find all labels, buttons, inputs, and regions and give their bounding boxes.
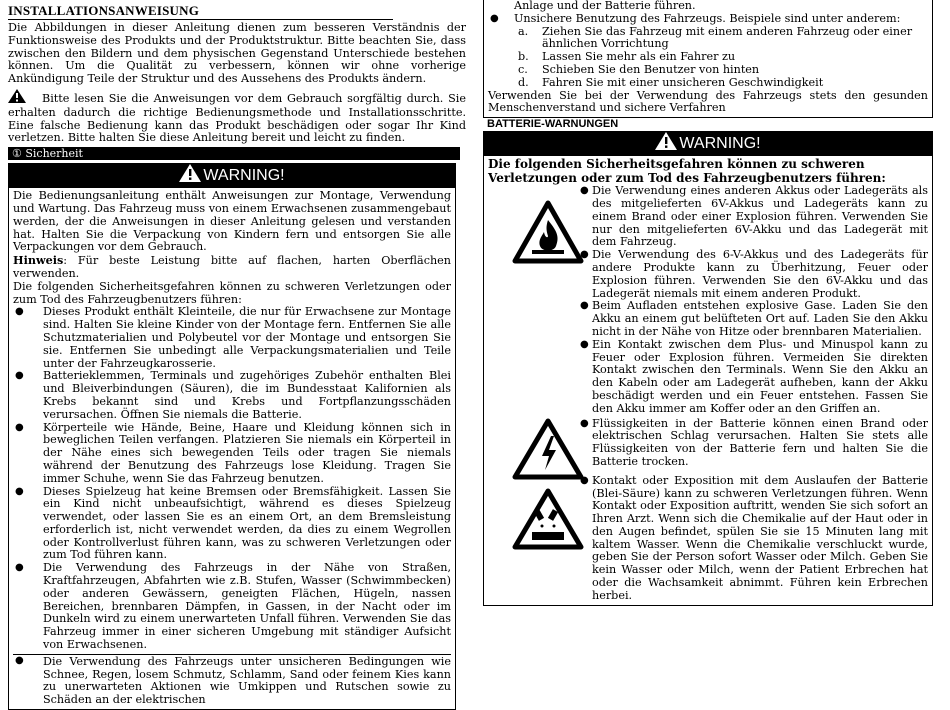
intro-text-2: Bitte lesen Sie die Anweisungen vor dem Gebrauch sorgfältig durch. Sie erhalten dadurch die richtige Bedienungsmethode und Installationsschritte. Eine falsche Bedienung kann das Produkt beschädigen oder sogar Ihr Kind verletzen. Bitte halten Sie diese Anleitung bereit und leicht zu finden.: [8, 91, 466, 145]
item-letter: b.: [518, 50, 529, 64]
item-text: Ziehen Sie das Fahrzeug mit einem anderen Fahrzeug oder einer ähnlichen Vorrichtung: [542, 24, 913, 51]
item-letter: a.: [518, 24, 529, 38]
right-column: [483, 0, 933, 606]
instructions-text: Die Bedienungsanleitung enthält Anweisungen zur Montage, Verwendung und Wartung. Das Fahrzeug muss von einem Erwachsenen zusammengebaut werden, der die Anweisungen in dieser Anleitung gelesen und verstanden hat. Halten Sie die Verpackung von Kindern fern und entsorgen Sie alle Verpackungen vor dem Gebrauch.: [13, 189, 451, 254]
list-item: ● Dieses Spielzeug hat keine Bremsen oder Bremsfähigkeit. Lassen Sie ein Kind nicht unbeaufsichtigt, während es dieses Spielzeug verwendet, oder lassen Sie es an einem Ort, an dem Bremsleistung erforderlich ist, nicht verwendet werden, da dies zu einem Wegrollen oder Kontrollverlust führen kann, was zu schweren Verletzungen oder zum Tod führen kann.: [13, 486, 451, 563]
warning-label: WARNING!: [679, 135, 761, 153]
warning-box: [8, 163, 456, 710]
list-item: ● Batterieklemmen, Terminals und zugehöriges Zubehör enthalten Blei und Bleiverbindungen (Säuren), die im Bundesstaat Kalifornien als Krebs bekannt sind und Krebs und Fortpflanzungsschäden verursachen. Öffnen Sie niemals die Batterie.: [13, 370, 451, 421]
intro-paragraph: Die Abbildungen in dieser Anleitung dienen zum besseren Verständnis der Funktionsweise des Produkts und der Produktstruktur. Bitte beachten Sie, dass zwischen den Bildern und dem physischen Gegenstand Unterschiede bestehen können. Um die Qualität zu verbessern, können wir ohne vorherige Ankündigung Teile der Struktur und des Aussehens des Produkts ändern.: [8, 21, 466, 86]
list-item: ● Kontakt oder Exposition mit dem Auslaufen der Batterie (Blei-Säure) kann zu schweren Verletzungen führen. Wenn Kontakt oder Exposition auftritt, wenden Sie sich sofort an Ihren Arzt. Wenn sich die Chemikalie auf der Haut oder in den Augen befindet, spülen Sie sie 15 Minuten lang mit kaltem Wasser. Wenn die Chemikalie verschluckt wurde, geben Sie der Person sofort Wasser oder Milch. Geben Sie kein Wasser oder Milch, wenn der Patient Erbrechen hat oder die Wachsamkeit abnimmt. Führen kein Erbrechen herbei.: [488, 475, 928, 603]
list-item: ● Die Verwendung des 6-V-Akkus und des Ladegeräts für andere Produkte kann zu Überhitzung, Feuer oder Explosion führen. Verwenden Sie den 6V-Akku und das Ladegerät niemals mit einem anderen Produkt.: [488, 249, 928, 300]
list-item: ● Dieses Produkt enthält Kleinteile, die nur für Erwachsene zur Montage sind. Halten Sie kleine Kinder von der Montage fern. Entfernen Sie alle Schutzmaterialien und Polybeutel vor der Montage und entsorgen Sie sie. Entfernen Sie unbedingt alle Verpackungsmaterialien und Teile unter der Fahrzeugkarosserie.: [13, 306, 451, 370]
continued-line: Anlage und der Batterie führen.: [514, 0, 696, 12]
battery-warning-box: [483, 131, 933, 606]
item-text: Fahren Sie mit einer unsicheren Geschwindigkeit: [542, 75, 824, 89]
item-letter: c.: [518, 62, 528, 76]
list-item: ● Körperteile wie Hände, Beine, Haare und Kleidung können sich in beweglichen Teilen verfangen. Platzieren Sie niemals ein Körperteil in der Nähe eines sich bewegenden Teils oder tragen Sie niemals während der Benutzung des Fahrzeugs lose Kleidung. Tragen Sie immer Schuhe, wenn Sie das Fahrzeug benutzen.: [13, 422, 451, 486]
list-item: [488, 64, 928, 77]
common-sense-text: Verwenden Sie bei der Verwendung des Fahrzeugs stets den gesunden Menschenverstand und sichere Verfahren: [488, 88, 928, 115]
page-title: INSTALLATIONSANWEISUNG: [8, 3, 393, 20]
hint-body: : Für beste Leistung bitte auf flachen, harten Oberflächen verwenden.: [13, 254, 451, 280]
list-item: ● Die Verwendung des Fahrzeugs unter unsicheren Bedingungen wie Schnee, Regen, losem Schmutz, Schlamm, Sand oder feinem Kies kann zu unerwarteten Aktionen wie Umkippen und Rutschen sowie zu Schäden an der elektrischen: [13, 654, 451, 707]
item-letter: d.: [518, 75, 529, 89]
unsafe-examples: [488, 26, 928, 90]
warning-triangle-icon: [179, 164, 201, 190]
list-item: ● Die Verwendung eines anderen Akkus oder Ladegeräts als des mitgelieferten 6V-Akkus und Ladegeräts kann zu einem Brand oder einer Explosion führen. Verwenden Sie nur den mitgelieferten 6V-Akku und das Ladegerät mit dem Fahrzeug.: [488, 185, 928, 249]
list-item: [488, 77, 928, 90]
section-header-safety: ① Sicherheit: [8, 147, 460, 160]
intro-paragraph-2: [8, 89, 466, 145]
unsafe-use-list: [488, 13, 928, 26]
list-item: ● Flüssigkeiten in der Batterie können einen Brand oder elektrischen Schlag verursachen. Halten Sie stets alle Flüssigkeiten von der Batterie fern und halten Sie die Batterie trocken.: [488, 418, 928, 469]
warning-triangle-icon: [8, 89, 42, 107]
list-item: [488, 26, 928, 52]
hint-label: Hinweis: [13, 253, 64, 268]
danger-intro: Die folgenden Sicherheitsgefahren können zu schweren Verletzungen oder zum Tod des Fahrzeugbenutzers führen:: [488, 157, 886, 185]
warning-triangle-icon: [655, 132, 677, 158]
warning-label: WARNING!: [203, 167, 285, 185]
list-item: ● Unsichere Benutzung des Fahrzeugs. Beispiele sind unter anderem:: [488, 13, 928, 26]
danger-intro: Die folgenden Sicherheitsgefahren können zu schweren Verletzungen oder zum Tod des Fahrzeugbenutzers führen:: [13, 279, 451, 306]
fire-hazard-icon: [512, 200, 584, 268]
electric-hazard-icon: [512, 418, 584, 484]
warning-banner: [9, 164, 455, 188]
list-item: ● Ein Kontakt zwischen dem Plus- und Minuspol kann zu Feuer oder Explosion führen. Vermeiden Sie direkten Kontakt zwischen den Terminals. Wenn Sie den Akku an den Kabeln oder am Ladegerät aufheben, kann der Akku beschädigt werden und ein Feuer entstehen. Fassen Sie den Akku immer am Koffer oder an den Griffen an.: [488, 339, 928, 416]
hint-text: [13, 254, 451, 281]
safety-bullet-list: [13, 306, 451, 707]
item-text: Schieben Sie den Benutzer von hinten: [542, 62, 760, 76]
list-item: ● Beim Aufladen entstehen explosive Gase. Laden Sie den Akku an einem gut belüfteten Ort auf. Laden Sie den Akku nicht in der Nähe von Hitze oder brennbaren Materialien.: [488, 300, 928, 338]
warning-banner: [484, 132, 932, 156]
list-item: ● Die Verwendung des Fahrzeugs in der Nähe von Straßen, Kraftfahrzeugen, Abfahrten wie z.B. Stufen, Wasser (Schwimmbecken) oder anderen Gewässern, geneigten Flächen, Hügeln, nassen Bereichen, brennbaren Dämpfen, in Gassen, in der Nacht oder im Dunkeln wird zu einem unerwarteten Unfall führen. Verwenden Sie das Fahrzeug immer in einer sicheren Umgebung mit ständiger Aufsicht von Erwachsenen.: [13, 562, 451, 652]
battery-heading: BATTERIE-WARNUNGEN: [487, 118, 619, 131]
corrosive-hazard-icon: [512, 488, 584, 554]
left-column: [8, 0, 466, 710]
top-box: [483, 0, 933, 118]
item-text: Lassen Sie mehr als ein Fahrer zu: [542, 50, 736, 64]
